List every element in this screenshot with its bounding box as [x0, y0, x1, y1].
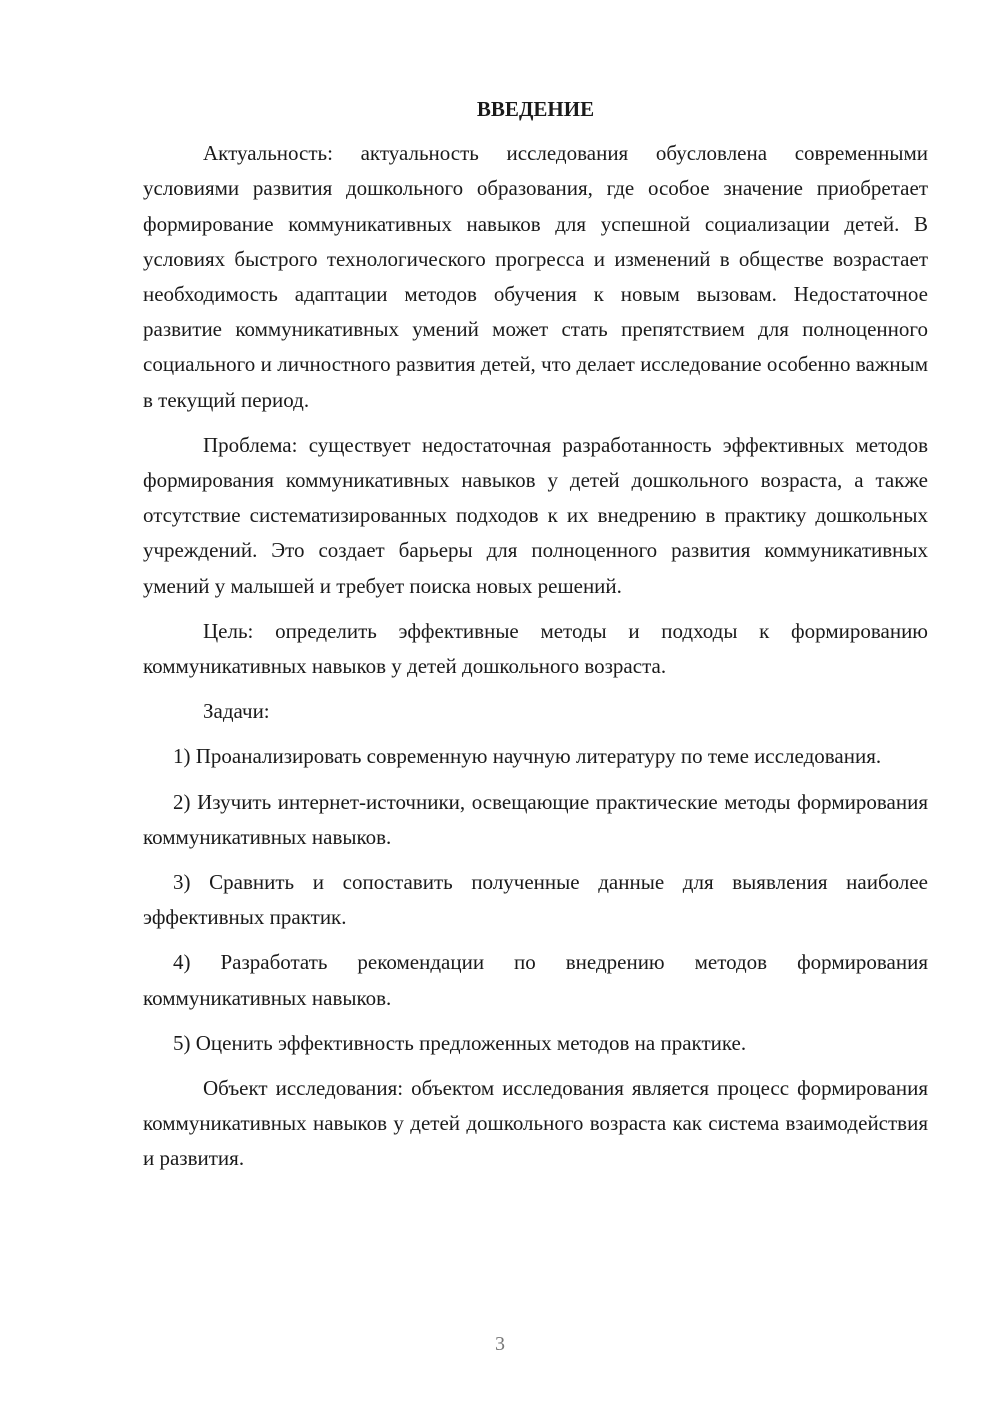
relevance-paragraph: Актуальность: актуальность исследования обусловлена современными условиями развития дошкольного образования, где особое значение приобретает формирование коммуникативных навыков для успешной социализации детей. В условиях быстрого технологического прогресса и изменений в обществе возрастает необходимость адаптации методов обучения к новым вызовам. Недостаточное развитие коммуникативных умений может стать препятствием для полноценного социального и личностного развития детей, что делает исследование особенно важным в текущий период. — [143, 141, 928, 412]
page-title: ВВЕДЕНИЕ — [476, 97, 595, 121]
task-item: 3) Сравнить и сопоставить полученные данные для выявления наиболее эффективных практик. — [143, 870, 928, 930]
task-item: 1) Проанализировать современную научную литературу по теме исследования. — [173, 744, 882, 769]
goal-paragraph: Цель: определить эффективные методы и подходы к формированию коммуникативных навыков у детей дошкольного возраста. — [143, 618, 928, 679]
task-item: 4) Разработать рекомендации по внедрению методов формирования коммуникативных навыков. — [143, 950, 928, 1010]
tasks-heading: Задачи: — [203, 699, 270, 724]
problem-paragraph: Проблема: существует недостаточная разработанность эффективных методов формирования коммуникативных навыков у детей дошкольного возраста, а также отсутствие систематизированных подходов к их внедрению в практику дошкольных учреждений. Это создает барьеры для полноценного развития коммуникативных умений у малышей и требует поиска новых решений. — [143, 432, 928, 598]
object-paragraph: Объект исследования: объектом исследования является процесс формирования коммуникативных навыков у детей дошкольного возраста как система взаимодействия и развития. — [143, 1076, 928, 1171]
document-page — [143, 92, 928, 1187]
task-item: 5) Оценить эффективность предложенных методов на практике. — [173, 1030, 747, 1055]
task-item: 2) Изучить интернет-источники, освещающие практические методы формирования коммуникативных навыков. — [143, 789, 928, 849]
page-number: 3 — [495, 1333, 505, 1355]
